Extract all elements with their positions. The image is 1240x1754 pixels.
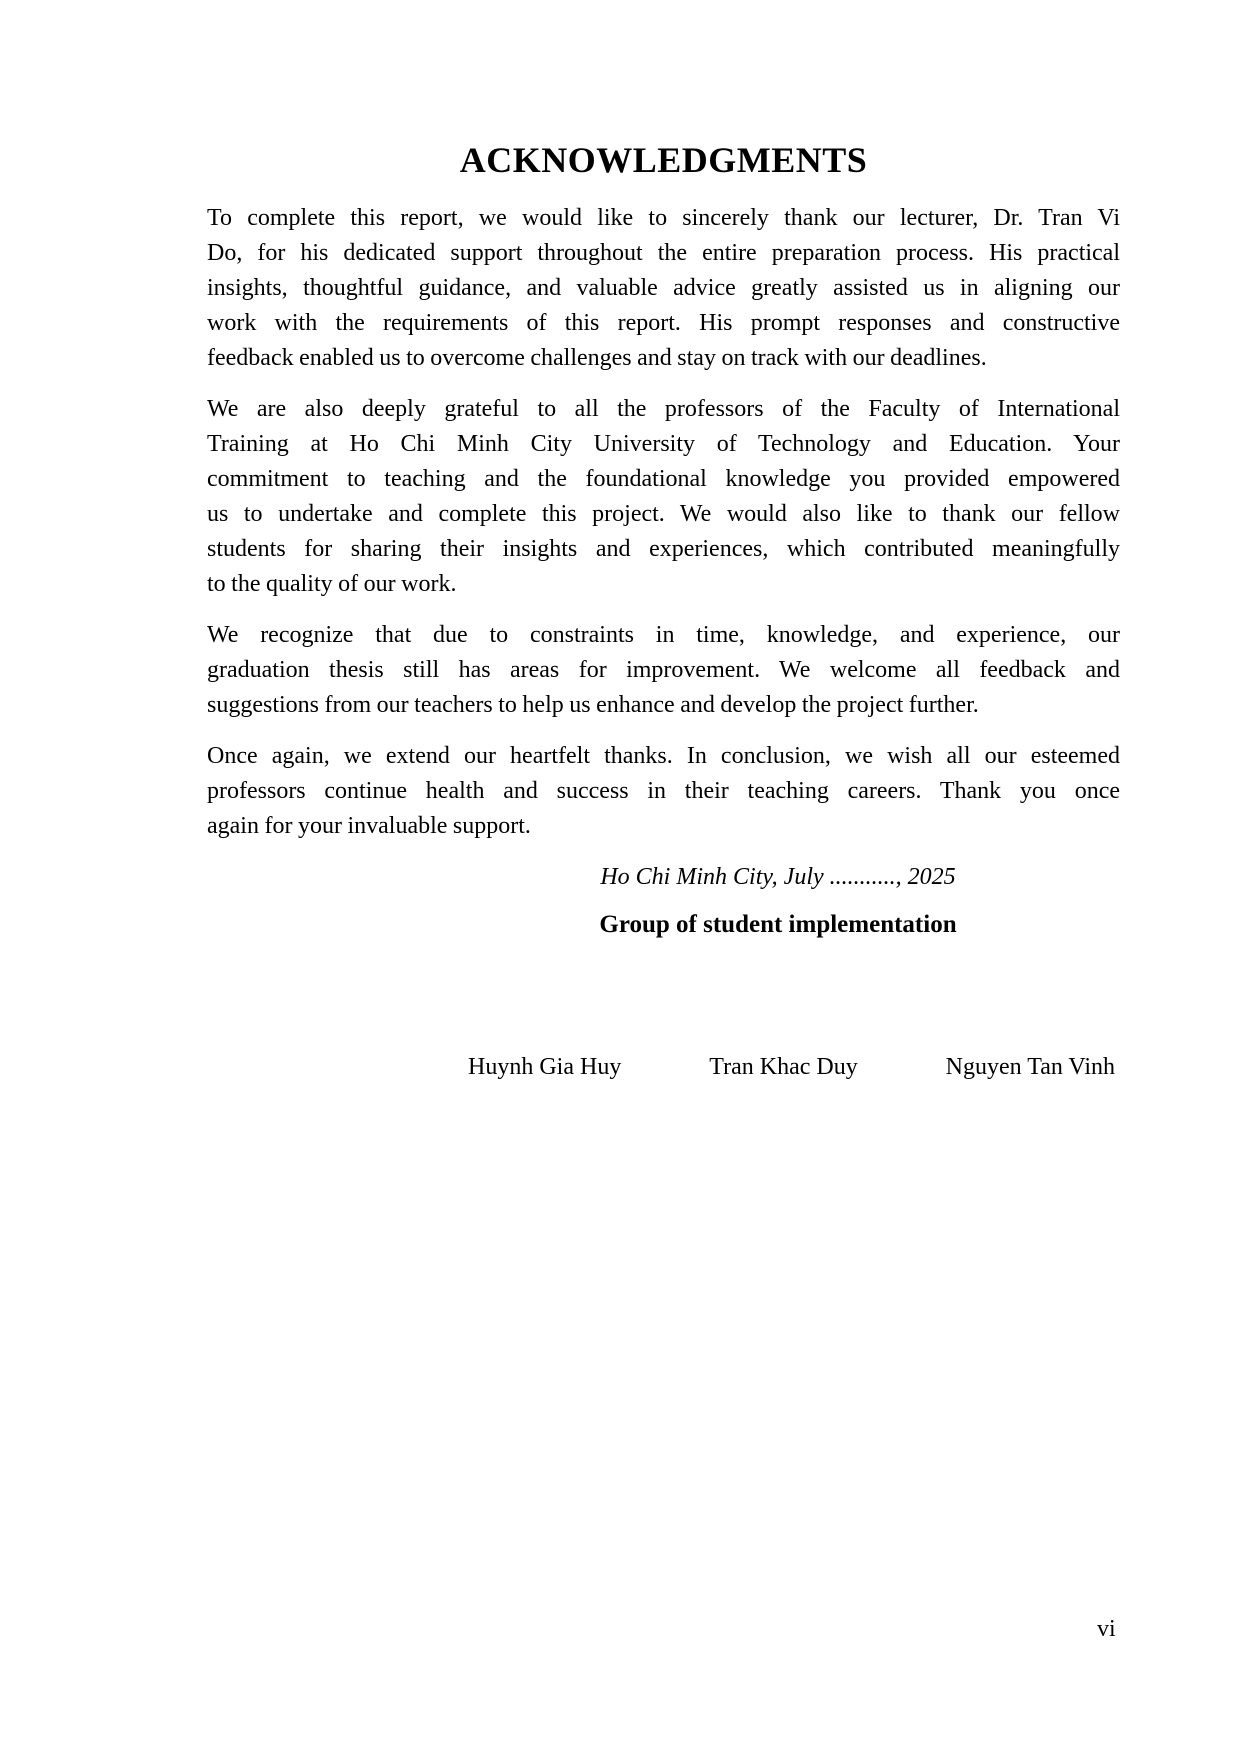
page-content <box>207 140 1120 1085</box>
paragraph-line: graduation thesis still has areas for improvement. We welcome all feedback and <box>207 657 1120 683</box>
paragraph-line: professors continue health and success in their teaching careers. Thank you once <box>207 778 1120 804</box>
paragraph <box>207 618 1120 723</box>
date-line: Ho Chi Minh City, July ..........., 2025 <box>600 864 956 890</box>
signature-name: Tran Khac Duy <box>709 1054 858 1080</box>
paragraph-line: to the quality of our work. <box>207 571 457 597</box>
paragraph-line: Do, for his dedicated support throughout the entire preparation process. His practical <box>207 240 1120 266</box>
page-title: ACKNOWLEDGMENTS <box>459 140 868 180</box>
paragraph <box>207 392 1120 602</box>
paragraph <box>207 739 1120 844</box>
signature-name: Nguyen Tan Vinh <box>945 1054 1115 1080</box>
page-number: vi <box>1097 1616 1116 1642</box>
paragraph-line: commitment to teaching and the foundational knowledge you provided empowered <box>207 466 1120 492</box>
paragraph-line: Training at Ho Chi Minh City University of Technology and Education. Your <box>207 431 1120 457</box>
paragraph-line: To complete this report, we would like to sincerely thank our lecturer, Dr. Tran Vi <box>207 205 1120 231</box>
paragraph-line: us to undertake and complete this project. We would also like to thank our fellow <box>207 501 1120 527</box>
paragraph-line: again for your invaluable support. <box>207 813 531 839</box>
paragraph-line: work with the requirements of this report. His prompt responses and constructive <box>207 310 1120 336</box>
paragraph-line: We recognize that due to constraints in time, knowledge, and experience, our <box>207 622 1120 648</box>
acknowledgments-body <box>207 201 1120 844</box>
paragraph-line: We are also deeply grateful to all the professors of the Faculty of International <box>207 396 1120 422</box>
paragraph <box>207 201 1120 376</box>
signature-name: Huynh Gia Huy <box>468 1054 622 1080</box>
paragraph-line: insights, thoughtful guidance, and valuable advice greatly assisted us in aligning our <box>207 275 1120 301</box>
paragraph-line: students for sharing their insights and experiences, which contributed meaningfully <box>207 536 1120 562</box>
paragraph-line: Once again, we extend our heartfelt thanks. In conclusion, we wish all our esteemed <box>207 743 1120 769</box>
closing-block <box>432 860 1124 942</box>
group-signature-heading: Group of student implementation <box>599 911 957 938</box>
paragraph-line: feedback enabled us to overcome challenges and stay on track with our deadlines. <box>207 345 987 371</box>
signature-names-row <box>468 1050 1115 1085</box>
paragraph-line: suggestions from our teachers to help us enhance and develop the project further. <box>207 692 979 718</box>
